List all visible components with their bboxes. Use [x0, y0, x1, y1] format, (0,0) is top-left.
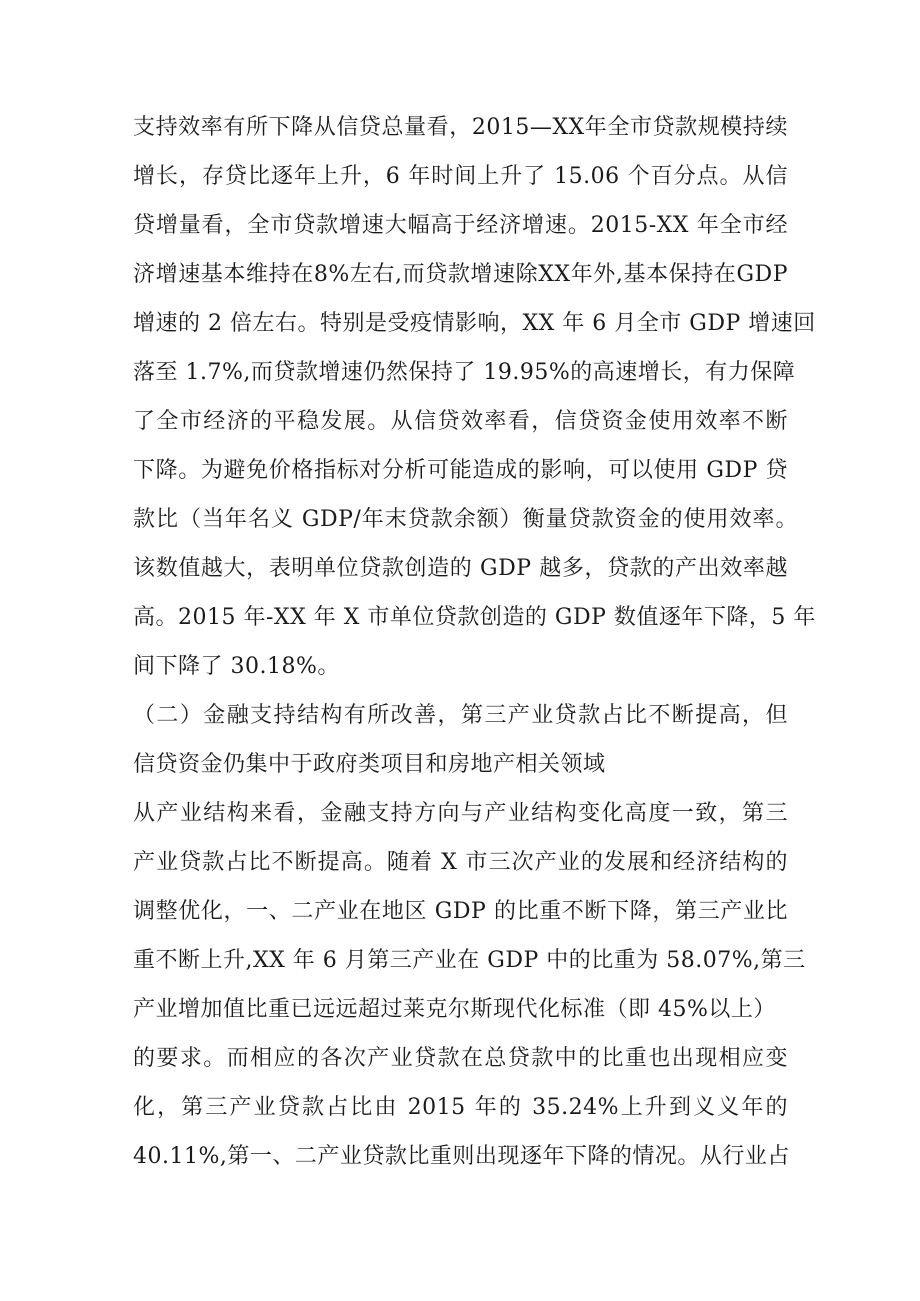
body-text-line: 重不断上升,XX 年 6 月第三产业在 GDP 中的比重为 58.07%,第三 — [133, 948, 806, 973]
body-text-line: 调整优化，一、二产业在地区 GDP 的比重不断下降，第三产业比 — [133, 899, 788, 924]
body-text-line: 了全市经济的平稳发展。从信贷效率看，信贷资金使用效率不断 — [133, 409, 788, 434]
body-text-line: 从产业结构来看，金融支持方向与产业结构变化高度一致，第三 — [133, 801, 788, 826]
body-text-line: 贷增量看，全市贷款增速大幅高于经济增速。2015-XX 年全市经 — [133, 213, 788, 238]
body-text-line: 间下降了 30.18%。 — [133, 654, 340, 679]
body-text-line: 落至 1.7%,而贷款增速仍然保持了 19.95%的高速增长，有力保障 — [133, 360, 796, 385]
body-text-line: 下降。为避免价格指标对分析可能造成的影响，可以使用 GDP 贷 — [133, 458, 788, 483]
body-text-line: 40.11%,第一、二产业贷款比重则出现逐年下降的情况。从行业占 — [133, 1144, 790, 1169]
body-text-line: 该数值越大，表明单位贷款创造的 GDP 越多，贷款的产出效率越 — [133, 556, 788, 581]
body-text-line: 增速的 2 倍左右。特别是受疫情影响，XX 年 6 月全市 GDP 增速回 — [133, 311, 816, 336]
body-text-line: 增长，存贷比逐年上升，6 年时间上升了 15.06 个百分点。从信 — [133, 164, 788, 189]
body-text-line: 高。2015 年-XX 年 X 市单位贷款创造的 GDP 数值逐年下降，5 年 — [133, 605, 816, 630]
body-text-line: 款比（当年名义 GDP/年末贷款余额）衡量贷款资金的使用效率。 — [133, 507, 798, 532]
body-text-line: 产业贷款占比不断提高。随着 X 市三次产业的发展和经济结构的 — [133, 850, 788, 875]
body-text-line: 化，第三产业贷款占比由 2015 年的 35.24%上升到义义年的 — [133, 1095, 788, 1120]
section-heading-line: 信贷资金仍集中于政府类项目和房地产相关领域 — [133, 752, 606, 777]
body-text-line: 的要求。而相应的各次产业贷款在总贷款中的比重也出现相应变 — [133, 1046, 788, 1071]
section-heading-line: （二）金融支持结构有所改善，第三产业贷款占比不断提高，但 — [133, 703, 788, 728]
body-text-line: 济增速基本维持在8%左右,而贷款增速除XX年外,基本保持在GDP — [133, 262, 788, 287]
body-text-line: 产业增加值比重已远远超过莱克尔斯现代化标准（即 45%以上） — [133, 997, 776, 1022]
body-text-line: 支持效率有所下降从信贷总量看，2015—XX年全市贷款规模持续 — [133, 115, 788, 140]
